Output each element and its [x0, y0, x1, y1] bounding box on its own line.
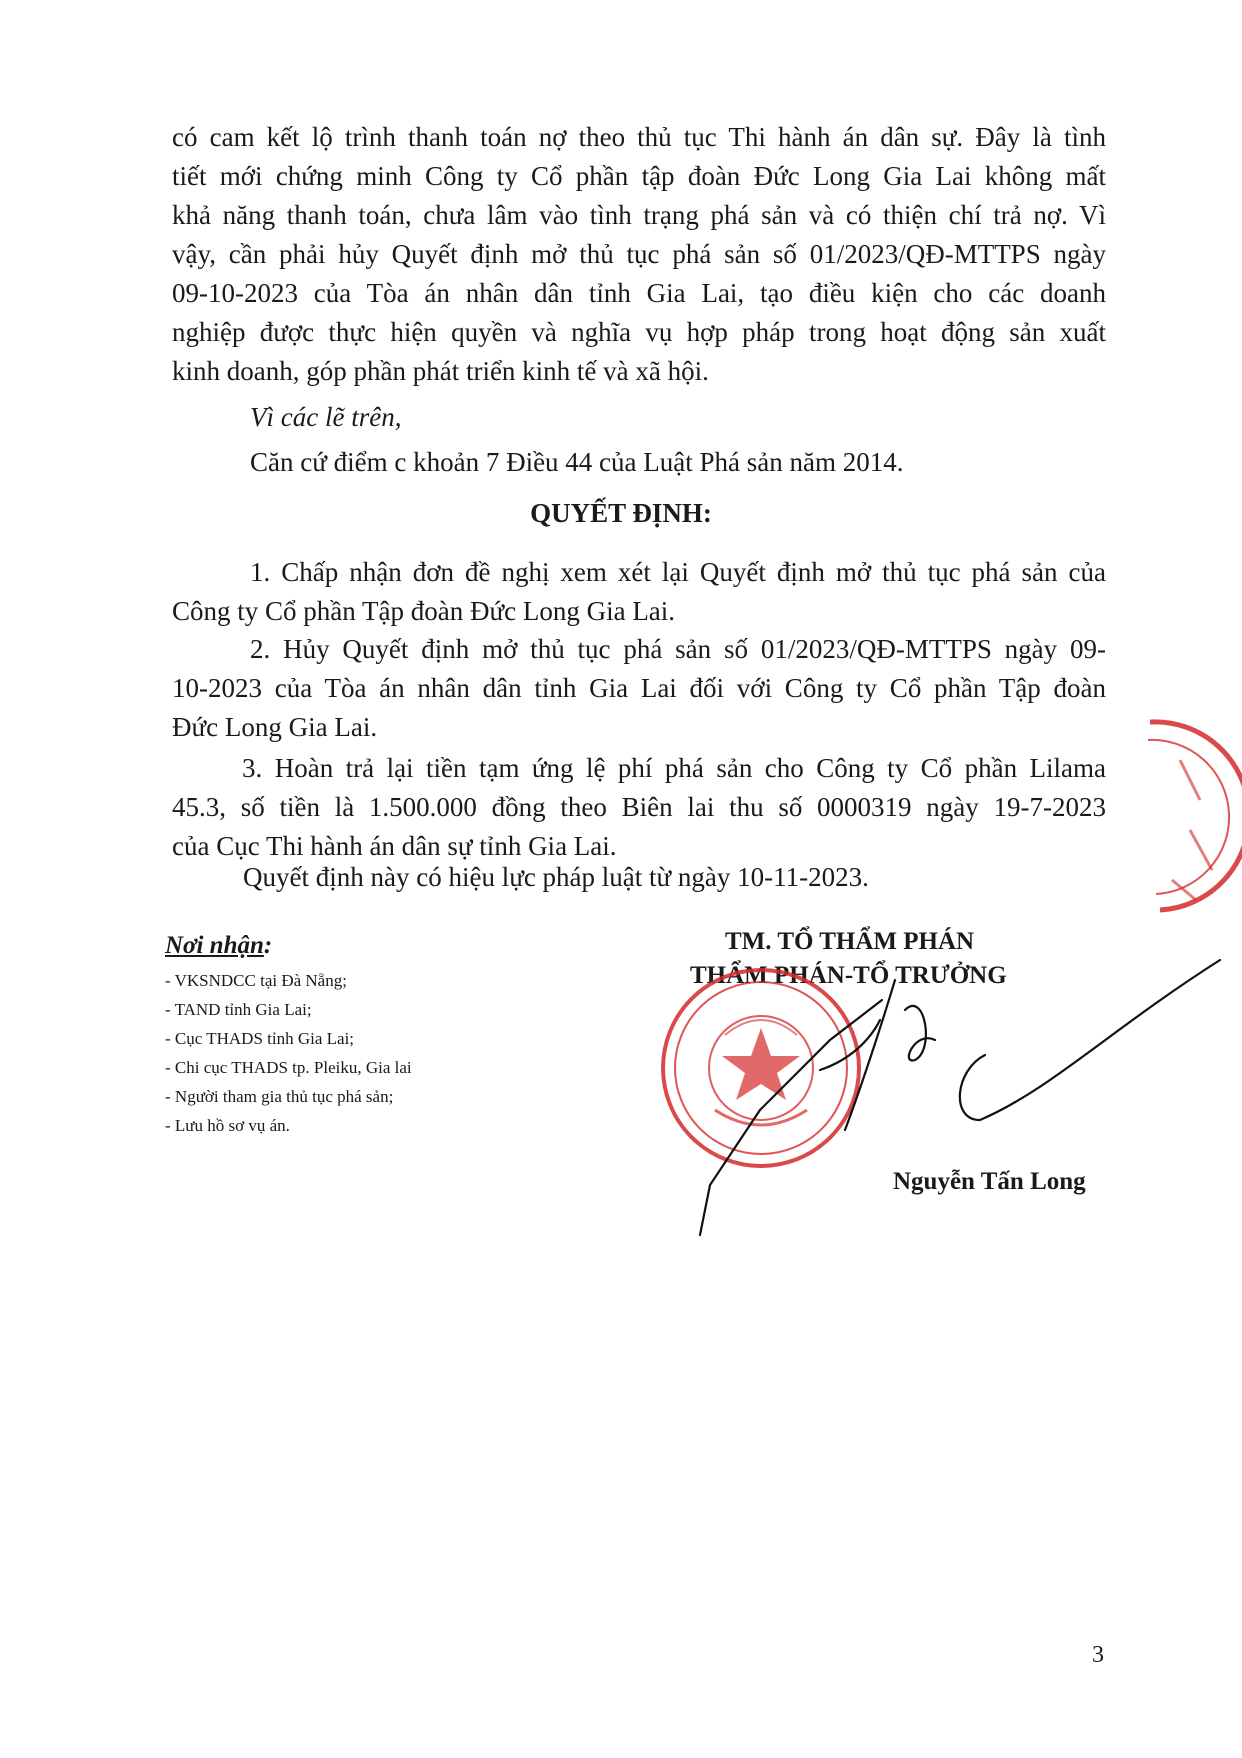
list-item: - VKSNDCC tại Đà Nẵng;: [165, 971, 347, 990]
list-item: - Cục THADS tỉnh Gia Lai;: [165, 1029, 355, 1048]
decision-item-2: [172, 630, 1106, 747]
item-line: Công ty Cổ phần Tập đoàn Đức Long Gia Lai.: [172, 596, 676, 626]
paragraph-line: nghiệp được thực hiện quyền và nghĩa vụ hợp pháp trong hoạt động sản xuất: [172, 317, 1106, 347]
item-line: 2. Hủy Quyết định mở thủ tục phá sản số 01/2023/QĐ-MTTPS ngày 09-: [250, 634, 1106, 664]
list-item: - Chi cục THADS tp. Pleiku, Gia lai: [165, 1058, 412, 1077]
item-line: 1. Chấp nhận đơn đề nghị xem xét lại Quyết định mở thủ tục phá sản của: [250, 557, 1106, 587]
recipients-title: Nơi nhận:: [165, 932, 273, 959]
paragraph-line: kinh doanh, góp phần phát triển kinh tế và xã hội.: [172, 356, 709, 386]
item-line: Đức Long Gia Lai.: [172, 712, 378, 742]
paragraph-line: khả năng thanh toán, chưa lâm vào tình trạng phá sản và có thiện chí trả nợ. Vì: [172, 200, 1106, 230]
item-line: 10-2023 của Tòa án nhân dân tỉnh Gia Lai đối với Công ty Cổ phần Tập đoàn: [172, 673, 1106, 703]
effective-date: Quyết định này có hiệu lực pháp luật từ ngày 10-11-2023.: [243, 862, 869, 892]
decision-heading: QUYẾT ĐỊNH:: [530, 498, 712, 528]
item-line: 45.3, số tiền là 1.500.000 đồng theo Biên lai thu số 0000319 ngày 19-7-2023: [172, 792, 1106, 822]
list-item: - TAND tỉnh Gia Lai;: [165, 1000, 312, 1019]
decision-item-3: [172, 749, 1106, 866]
paragraph-line: 09-10-2023 của Tòa án nhân dân tỉnh Gia Lai, tạo điều kiện cho các doanh: [172, 278, 1106, 308]
recipients-block: [165, 932, 412, 1140]
decision-item-1: [172, 553, 1106, 631]
item-line: 3. Hoàn trả lại tiền tạm ứng lệ phí phá sản cho Công ty Cổ phần Lilama: [242, 753, 1106, 783]
vi-cac-le-tren: Vì các lẽ trên,: [250, 402, 402, 432]
list-item: - Lưu hồ sơ vụ án.: [165, 1116, 290, 1135]
item-line: của Cục Thi hành án dân sự tỉnh Gia Lai.: [172, 831, 617, 861]
signature-title-1: TM. TỔ THẨM PHÁN: [725, 928, 975, 955]
paragraph-line: tiết mới chứng minh Công ty Cổ phần tập đoàn Đức Long Gia Lai không mất: [172, 161, 1106, 191]
recipients-list: [165, 966, 412, 1140]
legal-basis: Căn cứ điểm c khoản 7 Điều 44 của Luật Phá sản năm 2014.: [250, 447, 904, 477]
paragraph-reasoning: [172, 118, 1106, 391]
paragraph-line: có cam kết lộ trình thanh toán nợ theo thủ tục Thi hành án dân sự. Đây là tình: [172, 122, 1106, 152]
page-number: 3: [1092, 1642, 1104, 1668]
signer-name: Nguyễn Tấn Long: [893, 1168, 1086, 1195]
list-item: - Người tham gia thủ tục phá sản;: [165, 1087, 394, 1106]
paragraph-line: vậy, cần phải hủy Quyết định mở thủ tục phá sản số 01/2023/QĐ-MTTPS ngày: [172, 239, 1106, 269]
signature-title-2: THẨM PHÁN-TỔ TRƯỞNG: [690, 962, 1007, 989]
